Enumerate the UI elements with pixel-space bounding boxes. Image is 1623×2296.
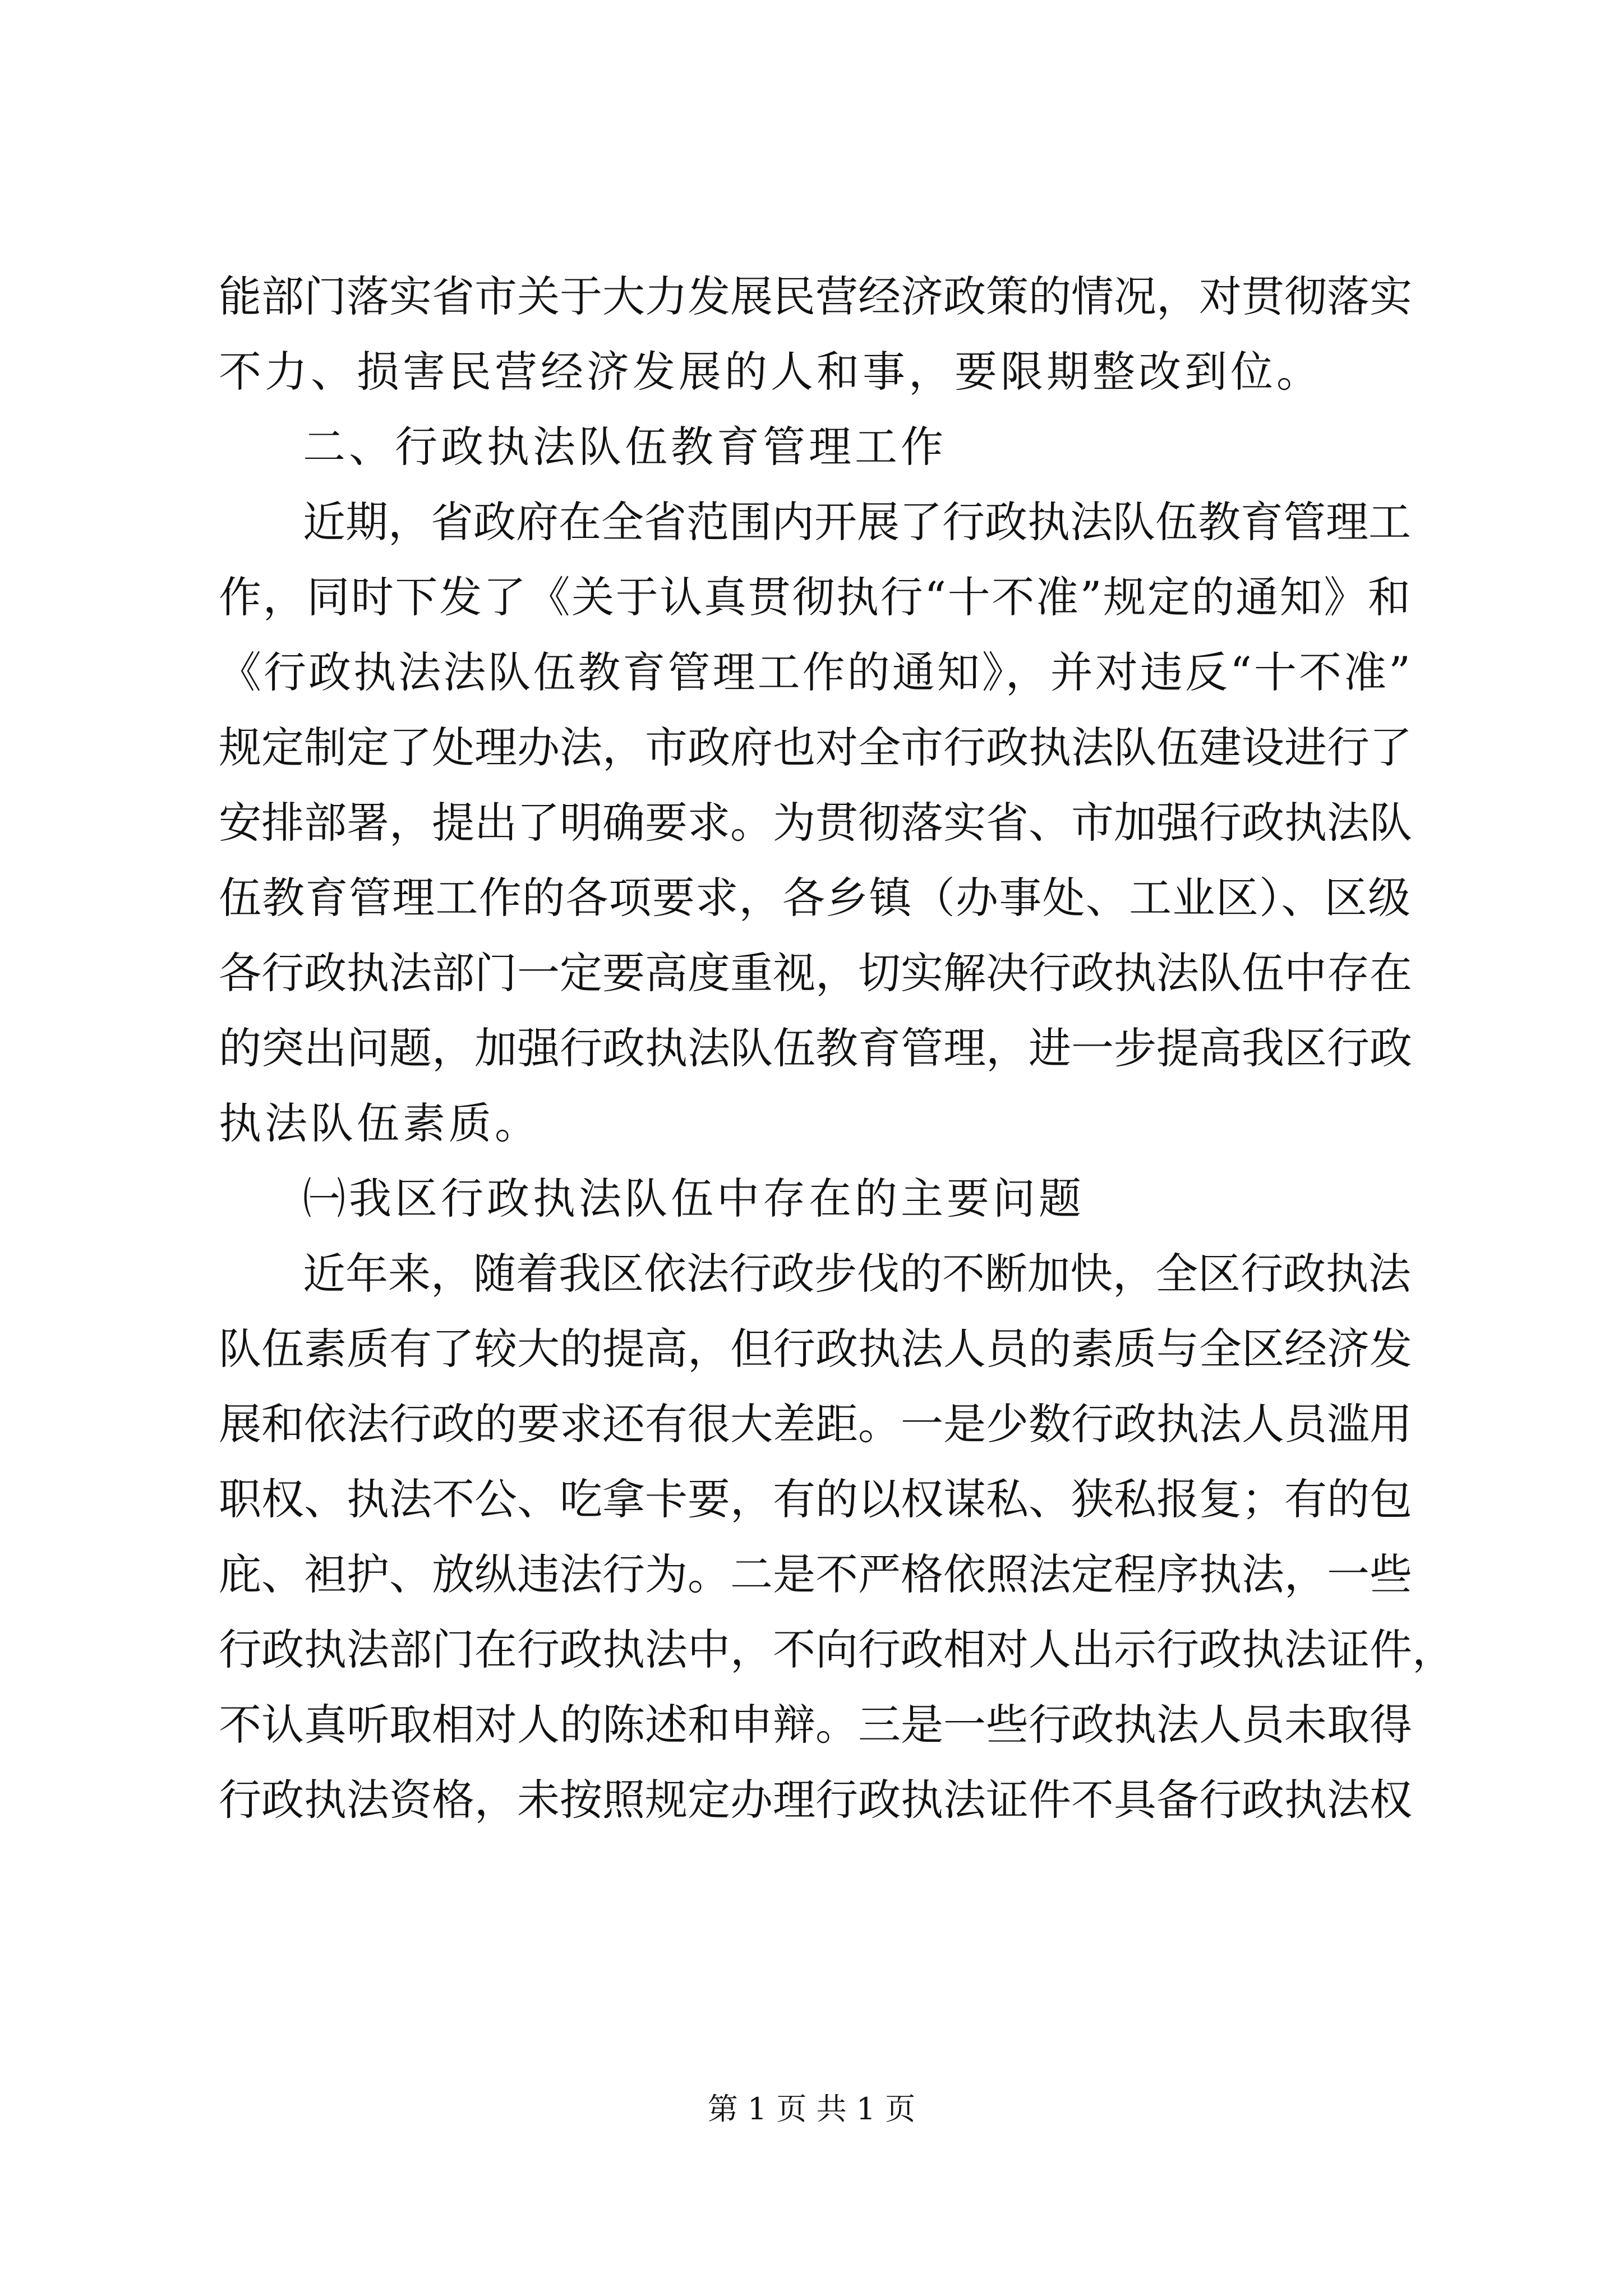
text-line: 《行政执法法队伍教育管理工作的通知》，并对违反“十不准” [219,647,1410,697]
text-line: 执法队伍素质。 [219,1098,541,1148]
text-line: 伍教育管理工作的各项要求，各乡镇（办事处、工业区）、区级 [219,873,1410,923]
text-line: 不认真听取相对人的陈述和申辩。三是一些行政执法人员未取得 [219,1700,1412,1750]
text-line: 各行政执法部门一定要高度重视，切实解决行政执法队伍中存在 [219,948,1412,998]
text-line: 规定制定了处理办法，市政府也对全市行政执法队伍建设进行了 [219,723,1412,772]
text-line: 近期，省政府在全省范围内开展了行政执法队伍教育管理工 [303,497,1411,547]
text-line: 展和依法行政的要求还有很大差距。一是少数行政执法人员滥用 [219,1399,1412,1449]
text-line: 作，同时下发了《关于认真贯彻执行“十不准”规定的通知》和 [219,572,1410,622]
page-number-footer: 第 1 页 共 1 页 [707,2091,916,2127]
text-line: 队伍素质有了较大的提高，但行政执法人员的素质与全区经济发 [219,1324,1412,1374]
document-body [219,259,1455,1838]
text-line: 职权、执法不公、吃拿卡要，有的以权谋私、狭私报复；有的包 [219,1474,1412,1524]
text-line: 行政执法资格，未按照规定办理行政执法证件不具备行政执法权 [219,1775,1412,1825]
text-line: 庇、袒护、放纵违法行为。二是不严格依照法定程序执法，一些 [219,1549,1412,1599]
text-line: 不力、损害民营经济发展的人和事，要限期整改到位。 [219,347,1322,397]
text-line: 行政执法部门在行政执法中，不向行政相对人出示行政执法证件， [219,1625,1455,1674]
section-heading: 二、行政执法队伍教育管理工作 [303,422,947,472]
text-line: 近年来，随着我区依法行政步伐的不断加快，全区行政执法 [303,1249,1411,1299]
text-line: 的突出问题，加强行政执法队伍教育管理，进一步提高我区行政 [219,1023,1412,1073]
text-line: 能部门落实省市关于大力发展民营经济政策的情况，对贯彻落实 [219,272,1412,321]
text-line: 安排部署，提出了明确要求。为贯彻落实省、市加强行政执法队 [219,798,1412,848]
subsection-heading: ㈠我区行政执法队伍中存在的主要问题 [303,1174,1085,1223]
